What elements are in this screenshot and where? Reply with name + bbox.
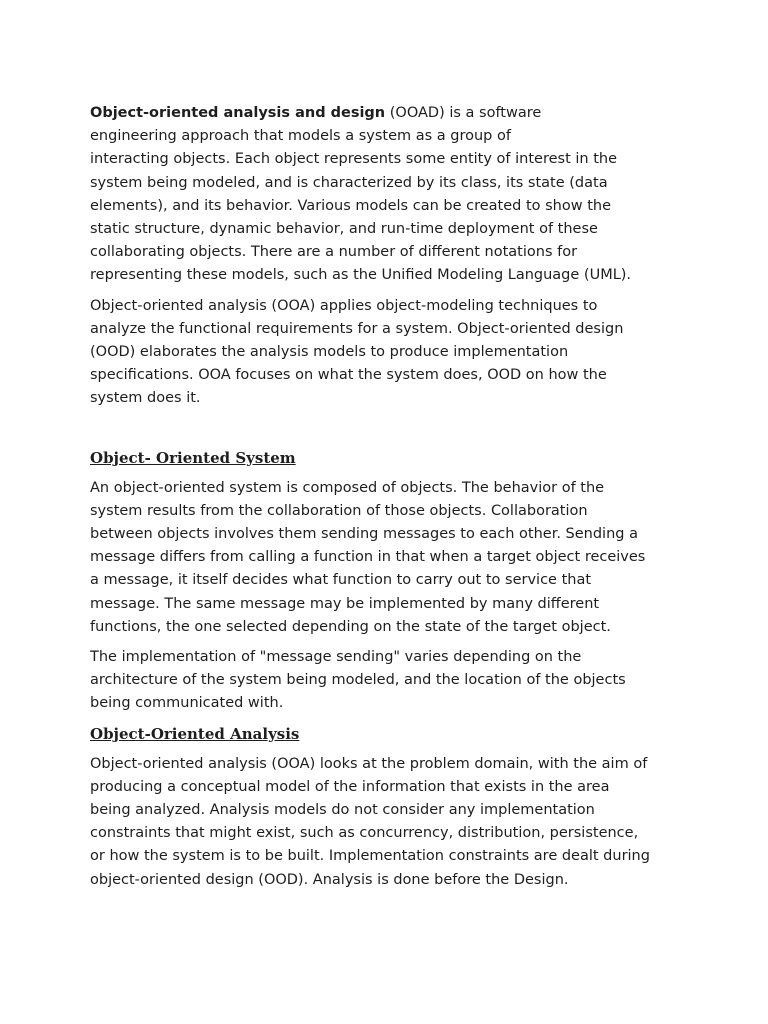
analysis-line-6: object-oriented design (OOD). Analysis is done before the Design. bbox=[90, 871, 569, 888]
ooa-ood-line-1: Object-oriented analysis (OOA) applies object-modeling techniques to bbox=[90, 297, 598, 314]
analysis-line-2: producing a conceptual model of the information that exists in the area bbox=[90, 778, 610, 795]
intro-term: Object-oriented analysis and design bbox=[90, 105, 386, 121]
system-p1-line-5: a message, it itself decides what function to carry out to service that bbox=[90, 572, 592, 589]
heading-object-oriented-analysis: Object-Oriented Analysis bbox=[90, 724, 300, 743]
system-p2-line-3: being communicated with. bbox=[90, 695, 284, 712]
system-p2-line-2: architecture of the system being modeled, and the location of the objects bbox=[90, 672, 626, 689]
ooa-ood-line-3: (OOD) elaborates the analysis models to produce implementation bbox=[90, 344, 569, 361]
heading-object-oriented-system: Object- Oriented System bbox=[90, 448, 296, 467]
intro-line-5: elements), and its behavior. Various models can be created to show the bbox=[90, 197, 612, 214]
document-page bbox=[90, 102, 680, 899]
system-p1-line-3: between objects involves them sending messages to each other. Sending a bbox=[90, 526, 638, 543]
analysis-paragraph bbox=[90, 753, 680, 892]
analysis-line-1: Object-oriented analysis (OOA) looks at the problem domain, with the aim of bbox=[90, 755, 648, 772]
ooa-ood-line-5: system does it. bbox=[90, 390, 201, 407]
system-paragraph-1 bbox=[90, 477, 680, 639]
system-p1-line-2: system results from the collaboration of those objects. Collaboration bbox=[90, 502, 588, 519]
system-p1-line-1: An object-oriented system is composed of objects. The behavior of the bbox=[90, 479, 605, 496]
system-p1-line-6: message. The same message may be implemented by many different bbox=[90, 595, 600, 612]
intro-paragraph bbox=[90, 102, 680, 288]
analysis-line-5: or how the system is to be built. Implementation constraints are dealt during bbox=[90, 848, 650, 865]
intro-line-8: representing these models, such as the Unified Modeling Language (UML). bbox=[90, 267, 632, 284]
intro-line-6: static structure, dynamic behavior, and run-time deployment of these bbox=[90, 221, 598, 238]
intro-line-2: engineering approach that models a system as a group of bbox=[90, 128, 511, 145]
ooa-ood-line-2: analyze the functional requirements for a system. Object-oriented design bbox=[90, 320, 624, 337]
system-p1-line-7: functions, the one selected depending on the state of the target object. bbox=[90, 618, 611, 635]
system-p2-line-1: The implementation of "message sending" varies depending on the bbox=[90, 649, 582, 666]
intro-line-1: (OOAD) is a software bbox=[385, 105, 542, 121]
ooa-ood-paragraph bbox=[90, 295, 680, 411]
intro-line-4: system being modeled, and is characterized by its class, its state (data bbox=[90, 174, 608, 191]
intro-line-3: interacting objects. Each object represents some entity of interest in the bbox=[90, 151, 617, 168]
ooa-ood-line-4: specifications. OOA focuses on what the system does, OOD on how the bbox=[90, 367, 607, 384]
analysis-line-4: constraints that might exist, such as concurrency, distribution, persistence, bbox=[90, 825, 639, 842]
analysis-line-3: being analyzed. Analysis models do not consider any implementation bbox=[90, 802, 595, 819]
system-p1-line-4: message differs from calling a function in that when a target object receives bbox=[90, 549, 646, 566]
system-paragraph-2 bbox=[90, 646, 680, 716]
intro-line-7: collaborating objects. There are a number of different notations for bbox=[90, 244, 578, 261]
